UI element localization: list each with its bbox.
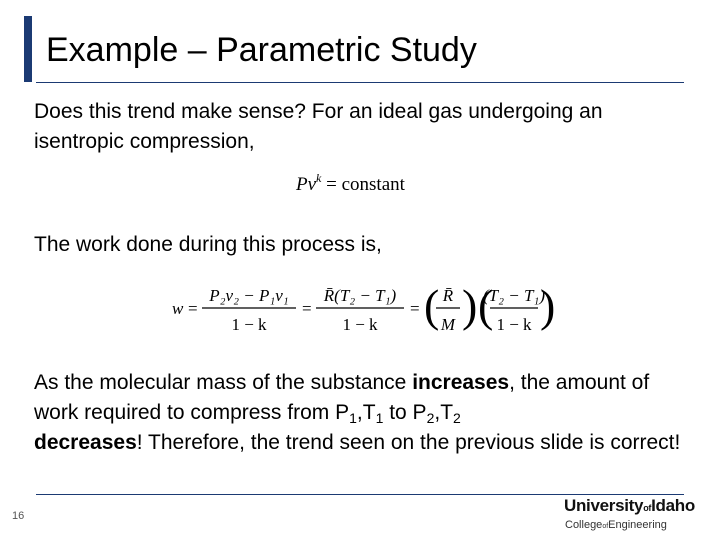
eq2-frac3-num: R̄	[442, 286, 454, 305]
logo-college: College	[565, 519, 603, 531]
eq2-num4: (T₂ − T₁)	[482, 286, 546, 305]
conclusion-sub-2: 1	[375, 410, 384, 426]
isentropic-equation	[296, 171, 405, 196]
eq2-eq2: =	[302, 299, 312, 318]
eq2-paren-close2: )	[540, 280, 556, 331]
logo-of: of	[643, 503, 652, 513]
eq1-exponent: k	[316, 171, 322, 185]
conclusion-sub-4: 2	[453, 410, 461, 426]
eq2-eq1: =	[188, 299, 198, 318]
college-logo-text	[565, 519, 667, 531]
eq2-num1: P₂v₂ − P₁v₁	[209, 286, 289, 305]
eq2-frac3-den: M	[440, 315, 456, 334]
logo-university: University	[564, 496, 644, 515]
logo-engineering: Engineering	[608, 519, 667, 531]
eq2-paren-close1: )	[462, 280, 478, 331]
conclusion-sub-3: 2	[426, 410, 435, 426]
slide-title: Example – Parametric Study	[46, 31, 477, 69]
eq2-paren-open2: (	[478, 280, 494, 331]
eq1-P: P	[296, 174, 308, 195]
conclusion-text-6: ! Therefore, the trend seen on the previous slide is correct!	[136, 431, 681, 454]
eq2-den4: 1 − k	[496, 315, 532, 334]
university-logo	[564, 496, 695, 516]
conclusion-text-4: to P	[383, 401, 427, 424]
logo-idaho: Idaho	[651, 496, 695, 515]
eq2-den1: 1 − k	[231, 315, 267, 334]
eq2-w: w	[172, 299, 184, 318]
eq1-rhs: = constant	[321, 174, 405, 195]
conclusion-bold-decreases: decreases	[34, 431, 137, 454]
eq1-v: v	[307, 174, 317, 195]
eq2-den2: 1 − k	[342, 315, 378, 334]
conclusion-text-5: ,T	[434, 401, 454, 424]
work-equation	[170, 278, 556, 340]
eq2-eq3: =	[410, 299, 420, 318]
conclusion-text-2: , the amount of work required to compress from P	[34, 371, 650, 424]
title-divider	[36, 82, 684, 83]
conclusion-text-1: As the molecular mass of the substance	[34, 371, 413, 394]
title-accent-bar	[24, 16, 32, 82]
conclusion-paragraph	[34, 368, 684, 458]
eq2-num2: R̄(T₂ − T₁)	[323, 286, 397, 305]
footer-divider	[36, 494, 684, 495]
intro-paragraph: Does this trend make sense? For an ideal gas undergoing an isentropic compression,	[34, 100, 603, 153]
page-number: 16	[12, 510, 25, 522]
work-paragraph: The work done during this process is,	[34, 233, 382, 256]
logo-sub-of: of	[602, 523, 609, 530]
conclusion-bold-increases: increases	[412, 371, 510, 394]
conclusion-sub-1: 1	[349, 410, 357, 426]
conclusion-text-3: ,T	[356, 401, 376, 424]
eq2-paren-open1: (	[424, 280, 440, 331]
